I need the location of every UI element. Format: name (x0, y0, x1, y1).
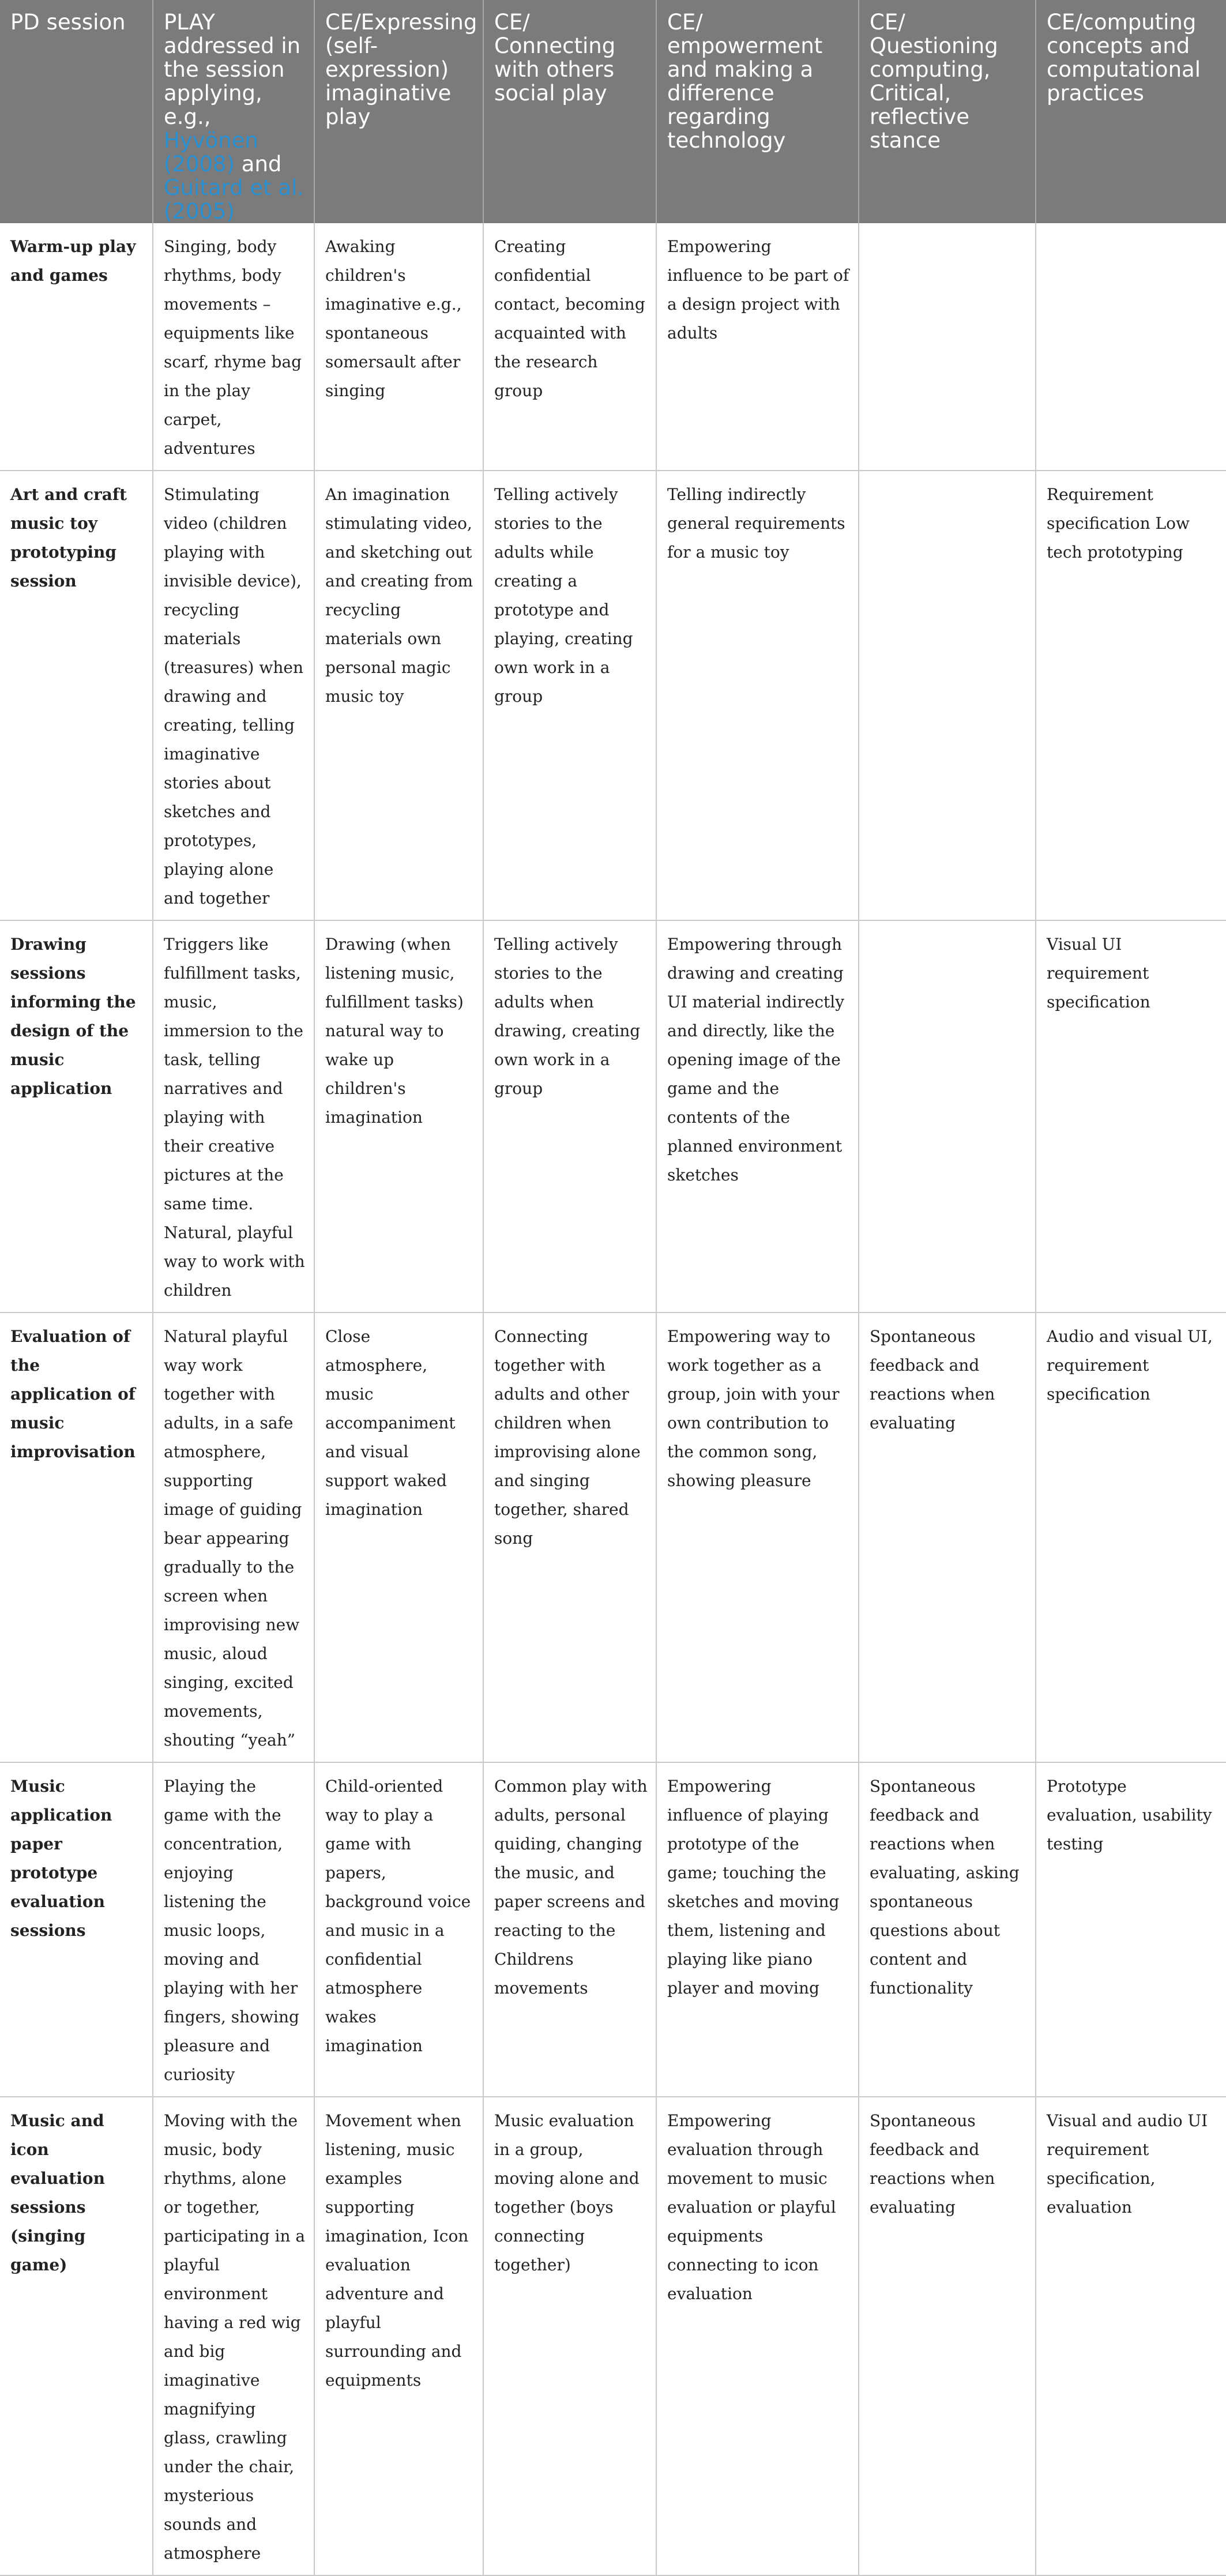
questioning-cell: Spontaneous feedback and reactions when evaluating, asking spontaneous questions about content and functionality (859, 1762, 1036, 2097)
citation-link-guitard[interactable]: Guitard et al. (2005) (164, 175, 304, 224)
header-ce-connecting: CE/ Connecting with others social play (483, 0, 656, 223)
connecting-cell: Telling actively stories to the adults when drawing, creating own work in a group (483, 920, 656, 1313)
header-ce-expressing: CE/Expressing (self-expression) imaginative play (314, 0, 483, 223)
table-row (0, 471, 1226, 920)
computing-cell: Audio and visual UI, requirement specification (1036, 1313, 1226, 1762)
session-cell: Evaluation of the application of music improvisation (0, 1313, 153, 1762)
questioning-cell (859, 223, 1036, 471)
connecting-cell: Creating confidential contact, becoming acquainted with the research group (483, 223, 656, 471)
session-cell: Drawing sessions informing the design of the music application (0, 920, 153, 1313)
table-row (0, 1313, 1226, 1762)
computing-cell: Visual UI requirement specification (1036, 920, 1226, 1313)
play-cell: Stimulating video (children playing with invisible device), recycling materials (treasures) when drawing and creating, telling imaginative stories about sketches and prototypes, playing alone and together (153, 471, 314, 920)
computing-cell (1036, 223, 1226, 471)
table-row (0, 920, 1226, 1313)
header-ce-empowerment: CE/ empowerment and making a difference regarding technology (656, 0, 859, 223)
header-ce-computing: CE/computing concepts and computational practices (1036, 0, 1226, 223)
table-row (0, 2097, 1226, 2575)
connecting-cell: Common play with adults, personal quiding, changing the music, and paper screens and reacting to the Childrens movements (483, 1762, 656, 2097)
expressing-cell: Child-oriented way to play a game with papers, background voice and music in a confidential atmosphere wakes imagination (314, 1762, 483, 2097)
empowerment-cell: Empowering influence of playing prototype of the game; touching the sketches and moving them, listening and playing like piano player and moving (656, 1762, 859, 2097)
expressing-cell: Close atmosphere, music accompaniment and visual support waked imagination (314, 1313, 483, 1762)
empowerment-cell: Empowering evaluation through movement to music evaluation or playful equipments connecting to icon evaluation (656, 2097, 859, 2575)
header-pd-session: PD session (0, 0, 153, 223)
header-row (0, 0, 1226, 223)
expressing-cell: Awaking children's imaginative e.g., spontaneous somersault after singing (314, 223, 483, 471)
connecting-cell: Music evaluation in a group, moving alone and together (boys connecting together) (483, 2097, 656, 2575)
play-cell: Triggers like fulfillment tasks, music, immersion to the task, telling narratives and playing with their creative pictures at the same time. Natural, playful way to work with children (153, 920, 314, 1313)
table-row (0, 223, 1226, 471)
play-cell: Playing the game with the concentration, enjoying listening the music loops, moving and playing with her fingers, showing pleasure and curiosity (153, 1762, 314, 2097)
questioning-cell: Spontaneous feedback and reactions when evaluating (859, 2097, 1036, 2575)
connecting-cell: Telling actively stories to the adults while creating a prototype and playing, creating own work in a group (483, 471, 656, 920)
expressing-cell: An imagination stimulating video, and sketching out and creating from recycling materials own personal magic music toy (314, 471, 483, 920)
play-cell: Singing, body rhythms, body movements – equipments like scarf, rhyme bag in the play carpet, adventures (153, 223, 314, 471)
citation-link-hyvonen[interactable]: Hyvönen (2008) (164, 128, 258, 176)
questioning-cell: Spontaneous feedback and reactions when evaluating (859, 1313, 1036, 1762)
computing-cell: Visual and audio UI requirement specification, evaluation (1036, 2097, 1226, 2575)
session-cell: Music application paper prototype evaluation sessions (0, 1762, 153, 2097)
empowerment-cell: Telling indirectly general requirements for a music toy (656, 471, 859, 920)
empowerment-cell: Empowering way to work together as a group, join with your own contribution to the common song, showing pleasure (656, 1313, 859, 1762)
play-cell: Natural playful way work together with adults, in a safe atmosphere, supporting image of guiding bear appearing gradually to the screen when improvising new music, aloud singing, excited movements, shouting “yeah” (153, 1313, 314, 1762)
computing-cell: Prototype evaluation, usability testing (1036, 1762, 1226, 2097)
session-cell: Warm-up play and games (0, 223, 153, 471)
computing-cell: Requirement specification Low tech prototyping (1036, 471, 1226, 920)
empowerment-cell: Empowering influence to be part of a design project with adults (656, 223, 859, 471)
empowerment-cell: Empowering through drawing and creating UI material indirectly and directly, like the opening image of the game and the contents of the planned environment sketches (656, 920, 859, 1313)
table-row (0, 1762, 1226, 2097)
header-play-and: and (235, 152, 282, 176)
session-cell: Art and craft music toy prototyping session (0, 471, 153, 920)
header-play (153, 0, 314, 223)
questioning-cell (859, 471, 1036, 920)
expressing-cell: Movement when listening, music examples supporting imagination, Icon evaluation adventure and playful surrounding and equipments (314, 2097, 483, 2575)
header-play-text: PLAY addressed in the session applying, e.g., (164, 10, 301, 129)
connecting-cell: Connecting together with adults and other children when improvising alone and singing together, shared song (483, 1313, 656, 1762)
play-cell: Moving with the music, body rhythms, alone or together, participating in a playful environment having a red wig and big imaginative magnifying glass, crawling under the chair, mysterious sounds and atmosphere (153, 2097, 314, 2575)
session-cell: Music and icon evaluation sessions (singing game) (0, 2097, 153, 2575)
expressing-cell: Drawing (when listening music, fulfillment tasks) natural way to wake up children's imagination (314, 920, 483, 1313)
header-ce-questioning: CE/ Questioning computing, Critical, reflective stance (859, 0, 1036, 223)
questioning-cell (859, 920, 1036, 1313)
